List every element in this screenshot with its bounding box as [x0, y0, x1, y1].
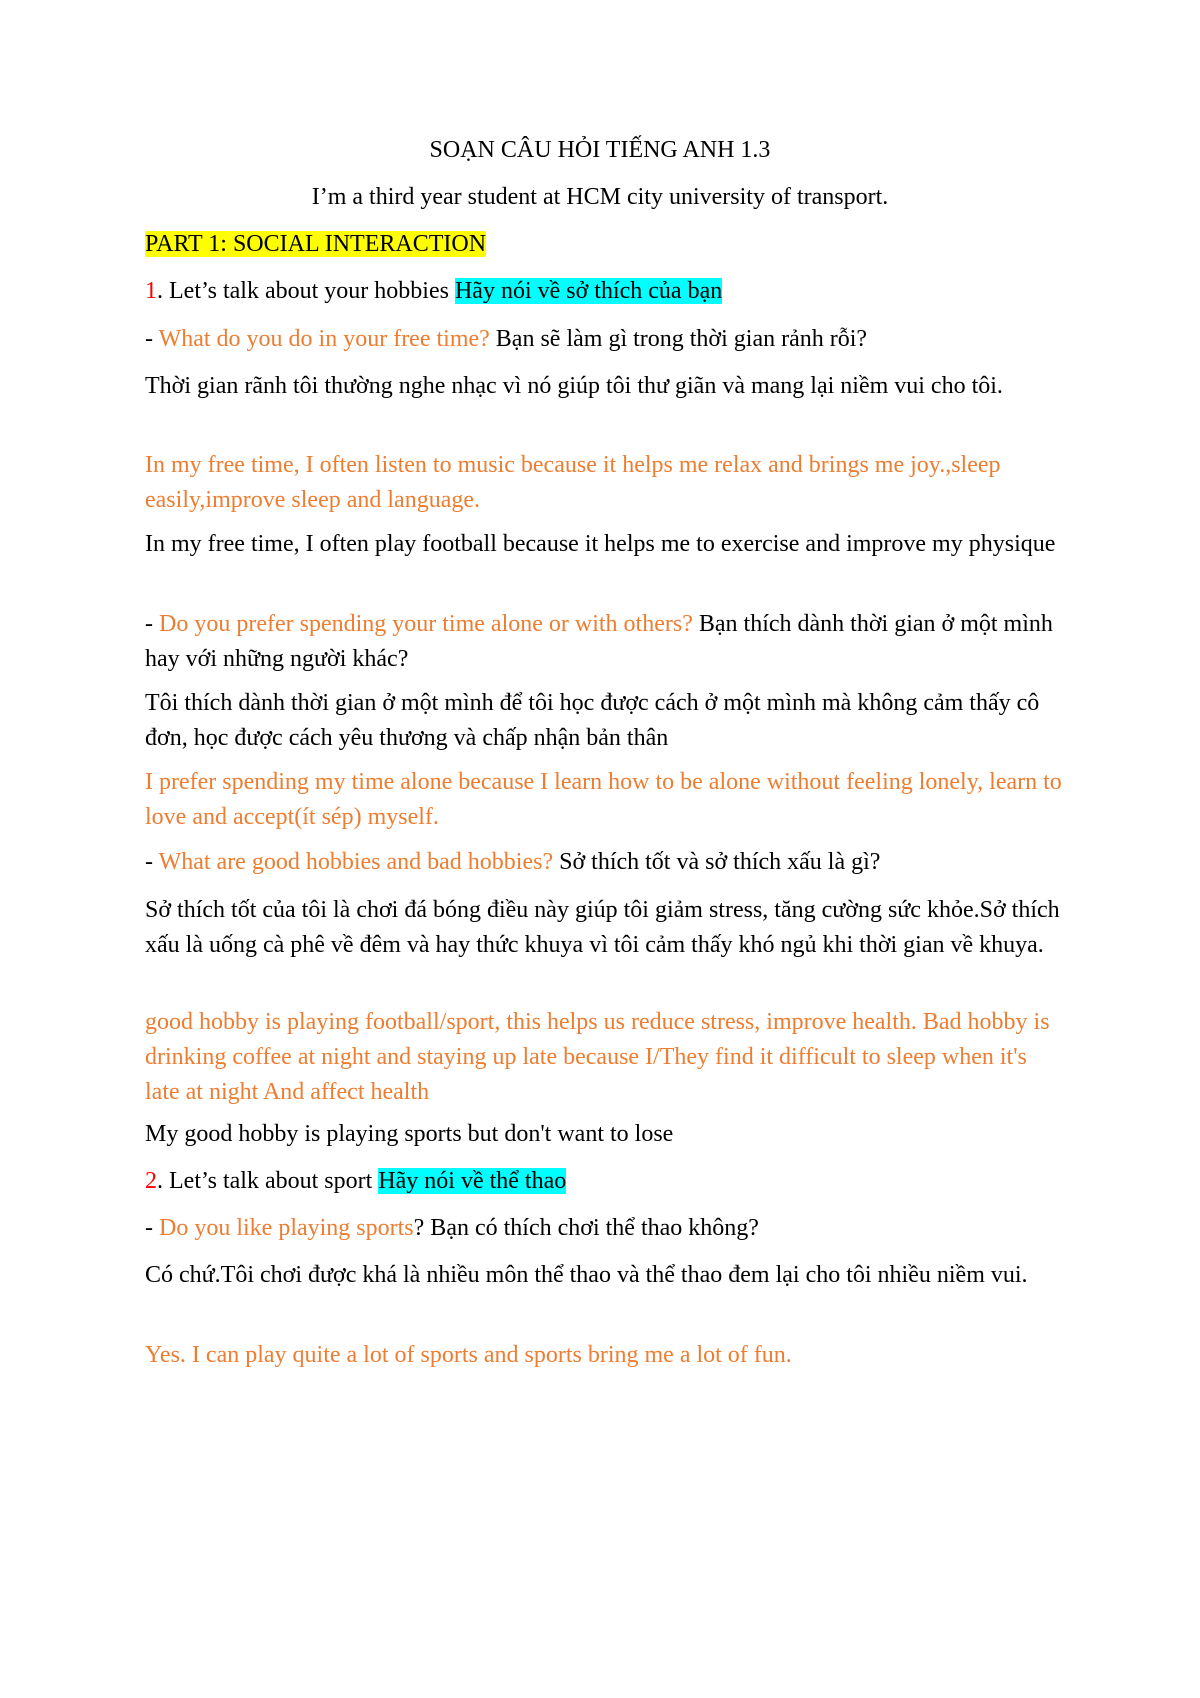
answer-1-3-vi: Sở thích tốt của tôi là chơi đá bóng điều này giúp tôi giảm stress, tăng cường sức khỏe.Sở thích xấu là uống cà phê về đêm và hay thức khuya vì tôi cảm thấy khó ngủ khi thời gian về khuya. [145, 897, 1060, 958]
intro-line: I’m a third year student at HCM city university of transport. [311, 184, 889, 210]
answer-1-2-vi: Tôi thích dành thời gian ở một mình để tôi học được cách ở một mình mà không cảm thấy cô đơn, học được cách yêu thương và chấp nhận bản thân [145, 690, 1040, 751]
section2-title-vi: Hãy nói về thể thao [378, 1168, 567, 1194]
section2-heading [145, 1164, 1065, 1199]
section2-title: . Let’s talk about sport [157, 1168, 379, 1194]
answer-1-1-en-alt: In my free time, I often play football because it helps me to exercise and improve my physique [145, 531, 1056, 557]
question-vi: Sở thích tốt và sở thích xấu là gì? [553, 849, 881, 875]
question-1-1 [145, 322, 1065, 357]
question-en: What are good hobbies and bad hobbies? [158, 849, 554, 875]
question-1-2 [145, 607, 1065, 677]
part1-heading-text: PART 1: SOCIAL INTERACTION [145, 231, 487, 257]
answer-2-1-en: Yes. I can play quite a lot of sports and sports bring me a lot of fun. [145, 1342, 792, 1368]
question-en: Do you like playing sports [159, 1215, 414, 1241]
question-vi: Bạn sẽ làm gì trong thời gian rảnh rỗi? [489, 326, 868, 352]
answer-1-1-en: In my free time, I often listen to music because it helps me relax and brings me joy.,sleep easily,improve sleep and language. [145, 452, 1001, 513]
answer-1-3-en-alt: My good hobby is playing sports but don't want to lose [145, 1121, 674, 1147]
question-1-3 [145, 845, 1065, 880]
section1-title-vi: Hãy nói về sở thích của bạn [454, 278, 723, 304]
answer-1-3-en: good hobby is playing football/sport, this helps us reduce stress, improve health. Bad hobby is drinking coffee at night and staying up late because I/They find it difficult to sleep when it's late at night And affect health [145, 1009, 1050, 1105]
question-en: Do you prefer spending your time alone or with others? [159, 611, 693, 637]
question-vi: ? Bạn có thích chơi thể thao không? [413, 1215, 759, 1241]
section2-number: 2 [145, 1168, 157, 1194]
section1-number: 1 [145, 278, 157, 304]
question-dash: - [145, 1215, 159, 1241]
answer-1-1-vi: Thời gian rãnh tôi thường nghe nhạc vì nó giúp tôi thư giãn và mang lại niềm vui cho tôi. [145, 373, 1003, 399]
question-2-1 [145, 1211, 1065, 1246]
part1-heading [145, 227, 1065, 262]
question-dash: - [145, 326, 159, 352]
section1-heading [145, 274, 1065, 309]
answer-1-2-en: I prefer spending my time alone because I learn how to be alone without feeling lonely, learn to love and accept(ít sép) myself. [145, 769, 1062, 830]
section1-title: . Let’s talk about your hobbies [157, 278, 455, 304]
question-dash: - [145, 611, 159, 637]
question-dash: - [145, 849, 159, 875]
document-title: SOẠN CÂU HỎI TIẾNG ANH 1.3 [429, 137, 771, 163]
answer-2-1-vi: Có chứ.Tôi chơi được khá là nhiều môn thể thao và thể thao đem lại cho tôi nhiều niềm vui. [145, 1262, 1028, 1288]
question-en: What do you do in your free time? [158, 326, 490, 352]
question-vi: Bạn thích dành thời gian ở một mình hay với những người khác? [145, 611, 1053, 672]
